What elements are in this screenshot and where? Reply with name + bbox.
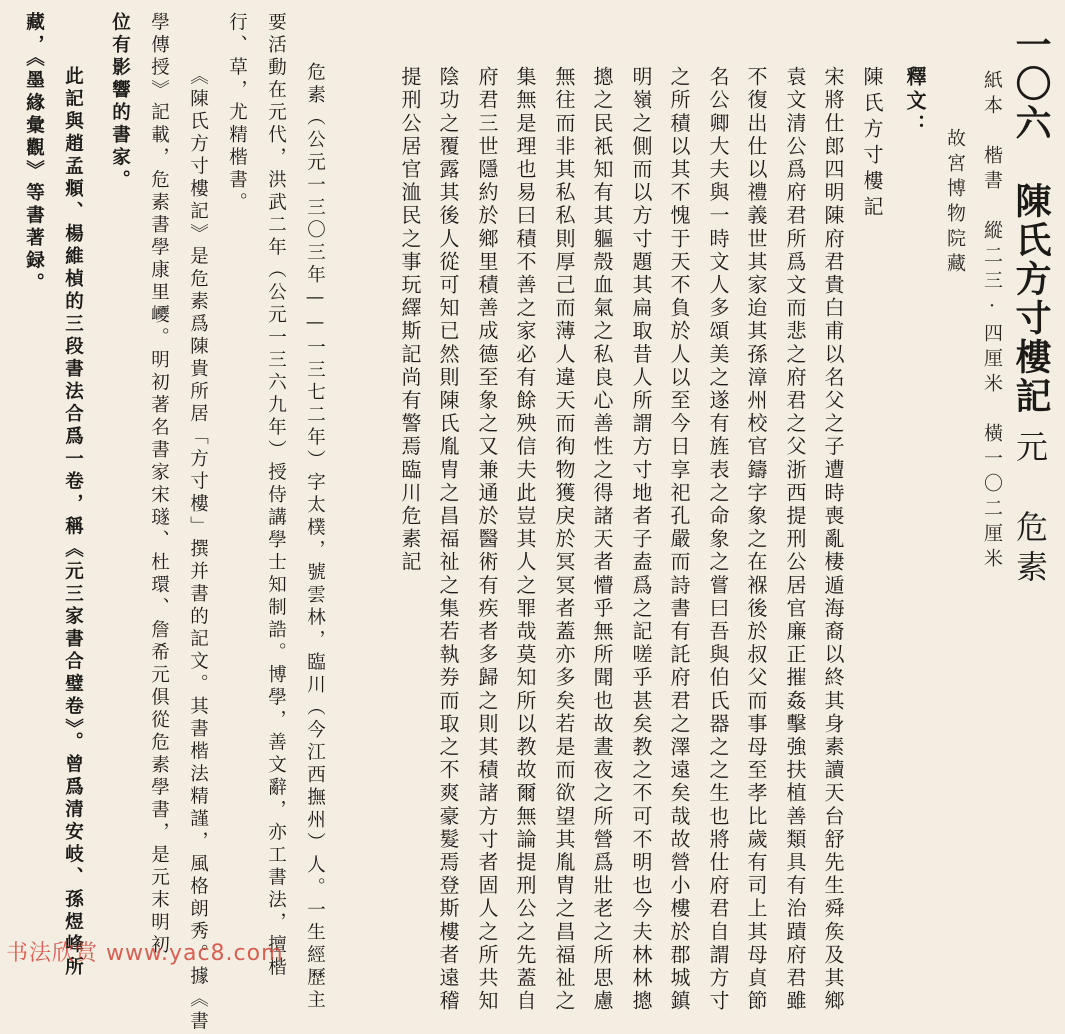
transcription-column: 名公卿大夫與一時文人多頌美之遂有旌表之命象之嘗曰吾與伯氏器之之生也將仕府君自謂方寸 [706, 66, 730, 1014]
plate-title [1010, 26, 1051, 590]
biography-column: 藏，《墨緣彙觀》等書著録。 [23, 12, 45, 296]
collection-location: 故宮博物院藏 [944, 128, 966, 278]
transcription-subtitle: 陳氏方寸樓記 [860, 66, 884, 222]
transcription-column: 集無是理也易曰積不善之家必有餘殃信夫此豈其人之罪哉莫知所以教故爾無論提刑公之先蓋自 [513, 66, 537, 1014]
transcription-column: 明嶺之側而以方寸題其扁取昔人所謂方寸地者子盍爲之記嗟乎甚矣教之不可不明也今夫林林摠 [629, 66, 653, 1014]
biography-column: 位有影響的書家。 [109, 12, 131, 192]
transcription-column: 袁文清公爲府君所爲文而悲之府君之父浙西提刑公居官廉正摧姦擊強扶植善類具有治蹟府君雖 [783, 66, 807, 1014]
transcription-column: 宋將仕郎四明陳府君貴白甫以名父之子遭時喪亂棲遁海裔以終其身素讀天台舒先生舜矦及其鄉 [821, 66, 845, 1014]
medium-dimensions: 紙本 楷書 縱二三·四厘米 橫一〇二厘米 [981, 70, 1003, 573]
plate-number-title: 一〇六 陳氏方寸樓記 [1010, 26, 1051, 416]
transcription-column: 無往而非其私私則厚己而薄人違天而徇物獲戾於冥冥者蓋亦多矣若是而欲望其胤胄之昌福祉之 [552, 66, 576, 1014]
transcription-heading: 釋文： [903, 66, 927, 138]
biography-column: 此記與趙孟頫、楊維楨的三段書法合爲一卷，稱《元三家書合璧卷》。曾爲清安岐、孫煜峰所 [62, 66, 84, 980]
biography-column: 行、草，尤精楷書。 [226, 12, 248, 215]
site-watermark: 书法欣赏 www.yac8.com [6, 941, 284, 966]
transcription-column: 摠之民衹知有其軀殼血氣之私良心善性之得諸天者懵乎無所聞也故晝夜之所營爲壯老之所思慮 [590, 66, 614, 1014]
transcription-column: 不復出仕以禮義世其家迨其孫漳州校官鑄字象之在褓後於叔父而事母至孝比歲有司上其母貞節 [744, 66, 768, 1014]
author-attribution: 元 危素 [1011, 430, 1049, 590]
biography-column: 危素（公元一三〇三年——一三七二年）字太樸，號雲林，臨川（今江西撫州）人。一生經歷主 [304, 62, 326, 1012]
biography-column: 學傳授》記載，危素書學康里巎。明初著名書家宋璲、杜環、詹希元俱從危素學書，是元末明初 [148, 12, 170, 957]
biography-column: 要活動在元代，洪武二年（公元一三六九年）授侍講學士知制誥。博學，善文辭，亦工書法，擅楷 [265, 12, 287, 980]
transcription-column: 陰功之覆露其後人從可知已然則陳氏胤胄之昌福祉之集若執券而取之不爽豪髮焉登斯樓者遠稽 [436, 66, 460, 1014]
transcription-column: 府君三世隱約於鄉里積善成德至象之又兼通於醫術有疾者多歸之則其積諸方寸者固人之所共知 [475, 66, 499, 1014]
biography-column: 《陳氏方寸樓記》是危素爲陳貴所居「方寸樓」撰并書的記文。其書楷法精謹，風格朗秀。據《書 [187, 66, 209, 1034]
transcription-column: 之所積以其不愧于天不負於人以至今日享祀孔嚴而詩書有託府君之澤遠矣哉故營小樓於郡城鎮 [667, 66, 691, 1014]
transcription-column: 提刑公居官洫民之事玩繹斯記尚有警焉臨川危素記 [398, 66, 422, 575]
